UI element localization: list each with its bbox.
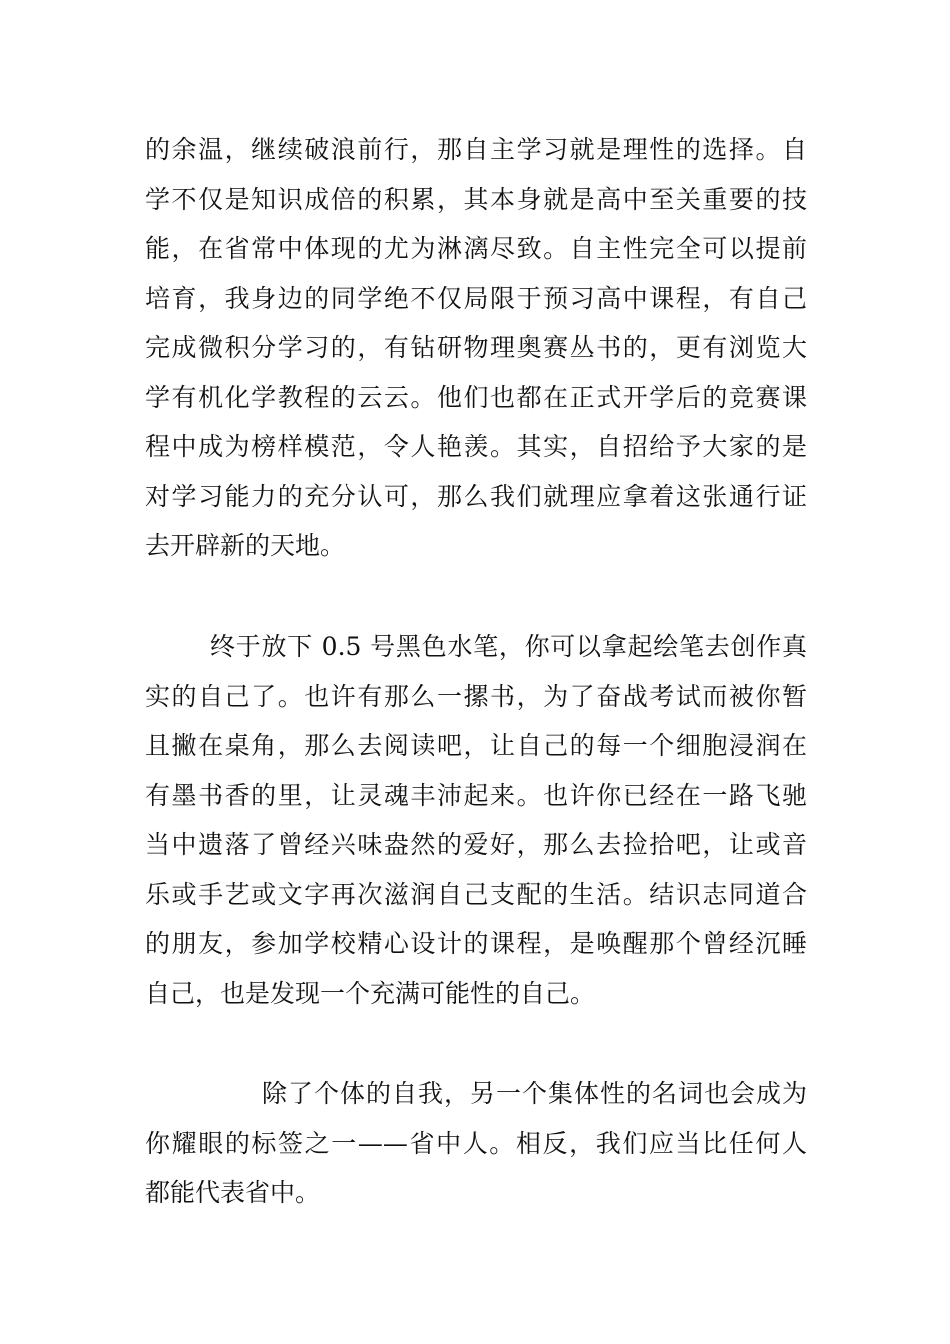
paragraph-line: 都能代表省中。 [145,1178,321,1207]
paragraph-line: 自己，也是发现一个充满可能性的自己。 [145,979,596,1008]
paragraph-line: 学不仅是知识成倍的积累，其本身就是高中至关重要的技 [145,185,807,214]
paragraph-line: 乐或手艺或文字再次滋润自己支配的生活。结识志同道合 [145,880,807,909]
paragraph-line: 且撇在桌角，那么去阅读吧，让自己的每一个细胞浸润在 [145,731,807,760]
paragraph-line: 对学习能力的充分认可，那么我们就理应拿着这张通行证 [145,482,807,511]
paragraph-line: 有墨书香的里，让灵魂丰沛起来。也许你已经在一路飞驰 [145,781,807,810]
paragraph-line: 实的自己了。也许有那么一摞书，为了奋战考试而被你暂 [145,682,807,711]
paragraph-line: 你耀眼的标签之一——省中人。相反，我们应当比任何人 [145,1129,807,1158]
paragraph-line: 当中遗落了曾经兴味盎然的爱好，那么去捡拾吧，让或音 [145,830,807,859]
paragraph-line: 培育，我身边的同学绝不仅局限于预习高中课程，有自己 [145,284,807,313]
paragraph-line: 去开辟新的天地。 [145,531,346,560]
paragraph-line: 能，在省常中体现的尤为淋漓尽致。自主性完全可以提前 [145,234,807,263]
paragraph-line: 程中成为榜样模范，令人艳羡。其实，自招给予大家的是 [145,432,807,461]
paragraph-line: 的朋友，参加学校精心设计的课程，是唤醒那个曾经沉睡 [145,929,807,958]
paragraph-line: 除了个体的自我，另一个集体性的名词也会成为 [262,1079,807,1108]
paragraph-line: 完成微积分学习的，有钻研物理奥赛丛书的，更有浏览大 [145,333,807,362]
paragraph-line: 终于放下 0.5 号黑色水笔，你可以拿起绘笔去创作真 [210,632,807,661]
paragraph-line: 学有机化学教程的云云。他们也都在正式开学后的竞赛课 [145,383,807,412]
paragraph-line: 的余温，继续破浪前行，那自主学习就是理性的选择。自 [145,135,807,164]
